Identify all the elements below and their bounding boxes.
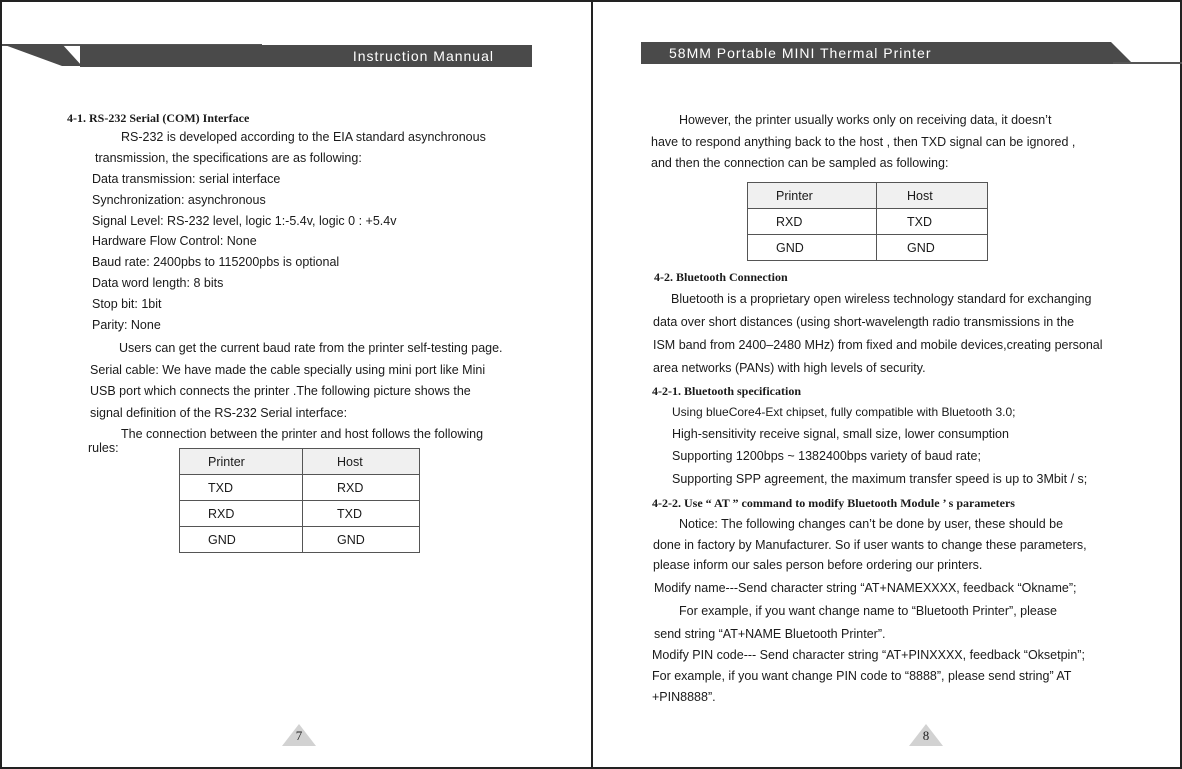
modify-name-command: Modify name---Send character string “AT+NAMEXXXX, feedback “Okname”;: [654, 581, 1077, 595]
header-title: Instruction Mannual: [352, 48, 494, 64]
intro-line-3: and then the connection can be sampled as following:: [651, 156, 949, 170]
page-number: 7: [295, 728, 303, 743]
connection-rules-line-1: The connection between the printer and host follows the following: [121, 427, 484, 441]
section-title-at-command: 4-2-2. Use “ AT ” command to modify Bluetooth Module ’ s parameters: [652, 496, 1015, 510]
intro-line-2: have to respond anything back to the host , then TXD signal can be ignored ,: [651, 135, 1076, 149]
spec-item: Data transmission: serial interface: [92, 172, 281, 186]
spec-item: Stop bit: 1bit: [92, 297, 162, 311]
table-header-cell: Host: [877, 183, 988, 209]
bluetooth-description-line: Bluetooth is a proprietary open wireless technology standard for exchanging: [671, 292, 1092, 306]
notice-line: Notice: The following changes can’t be done by user, these should be: [679, 517, 1064, 531]
table-header-row: [180, 449, 420, 475]
notice-line: please inform our sales person before ordering our printers.: [653, 558, 983, 572]
spec-item: Hardware Flow Control: None: [92, 234, 257, 248]
right-page: [591, 0, 1182, 769]
table-header-cell: Printer: [180, 449, 303, 475]
bluetooth-description-line: data over short distances (using short-wavelength radio transmissions in the: [653, 315, 1075, 329]
table-cell: TXD: [180, 475, 303, 501]
table-cell: RXD: [180, 501, 303, 527]
bluetooth-description-line: area networks (PANs) with high levels of security.: [653, 361, 926, 375]
table-cell: TXD: [877, 209, 988, 235]
baud-rate-paragraph: Users can get the current baud rate from the printer self-testing page.: [119, 341, 503, 355]
connection-rules-line-2: rules:: [88, 441, 119, 455]
table-cell: GND: [748, 235, 877, 261]
intro-line-1: RS-232 is developed according to the EIA standard asynchronous: [121, 130, 486, 144]
spec-item: Signal Level: RS-232 level, logic 1:-5.4v, logic 0 : +5.4v: [92, 214, 397, 228]
example-name-line-2: send string “AT+NAME Bluetooth Printer”.: [654, 627, 886, 641]
table-header-cell: Host: [303, 449, 420, 475]
spec-item: Parity: None: [92, 318, 161, 332]
spec-item: Baud rate: 2400pbs to 115200pbs is optional: [92, 255, 340, 269]
intro-line-2: transmission, the specifications are as following:: [95, 151, 362, 165]
table-header-row: [748, 183, 988, 209]
header-title: 58MM Portable MINI Thermal Printer: [669, 45, 932, 61]
bt-spec-item: Supporting 1200bps ~ 1382400bps variety of baud rate;: [672, 449, 981, 463]
table-cell: GND: [303, 527, 420, 553]
modify-pin-command: Modify PIN code--- Send character string “AT+PINXXXX, feedback “Oksetpin”;: [652, 648, 1085, 662]
table-header-cell: Printer: [748, 183, 877, 209]
serial-cable-line-3: signal definition of the RS-232 Serial interface:: [90, 406, 348, 420]
bluetooth-description-line: ISM band from 2400–2480 MHz) from fixed and mobile devices,creating personal: [653, 338, 1103, 352]
spec-item: Synchronization: asynchronous: [92, 193, 266, 207]
page-number: 8: [922, 728, 930, 743]
header-banner: [641, 42, 1111, 64]
header-stripe: [1113, 62, 1182, 64]
table-cell: TXD: [303, 501, 420, 527]
example-pin-line-2: +PIN8888”.: [652, 690, 716, 704]
bt-spec-item: Using blueCore4-Ext chipset, fully compatible with Bluetooth 3.0;: [672, 405, 1016, 419]
table-row: [180, 527, 420, 553]
table-row: [748, 235, 988, 261]
table-cell: RXD: [303, 475, 420, 501]
spec-item: Data word length: 8 bits: [92, 276, 224, 290]
table-cell: GND: [180, 527, 303, 553]
sample-connection-table: [747, 182, 988, 261]
table-row: [180, 475, 420, 501]
table-row: [748, 209, 988, 235]
page-number-badge: [282, 724, 316, 746]
bt-spec-item: Supporting SPP agreement, the maximum transfer speed is up to 3Mbit / s;: [672, 472, 1088, 486]
page-number-badge: [909, 724, 943, 746]
bt-spec-item: High-sensitivity receive signal, small size, lower consumption: [672, 427, 1009, 441]
section-title-bluetooth: 4-2. Bluetooth Connection: [654, 270, 788, 284]
table-cell: RXD: [748, 209, 877, 235]
notice-line: done in factory by Manufacturer. So if user wants to change these parameters,: [653, 538, 1087, 552]
section-title-bt-spec: 4-2-1. Bluetooth specification: [652, 384, 801, 398]
header-banner: [80, 45, 532, 67]
table-row: [180, 501, 420, 527]
example-pin-line-1: For example, if you want change PIN code to “8888”, please send string” AT: [652, 669, 1072, 683]
table-cell: GND: [877, 235, 988, 261]
intro-line-1: However, the printer usually works only on receiving data, it doesn’t: [679, 113, 1052, 127]
serial-cable-line-1: Serial cable: We have made the cable specially using mini port like Mini: [90, 363, 486, 377]
serial-cable-line-2: USB port which connects the printer .The following picture shows the: [90, 384, 471, 398]
section-title-rs232: 4-1. RS-232 Serial (COM) Interface: [67, 111, 250, 125]
rs232-signal-table: [179, 448, 420, 553]
example-name-line-1: For example, if you want change name to “Bluetooth Printer”, please: [679, 604, 1057, 618]
header-swoosh: [2, 44, 92, 68]
